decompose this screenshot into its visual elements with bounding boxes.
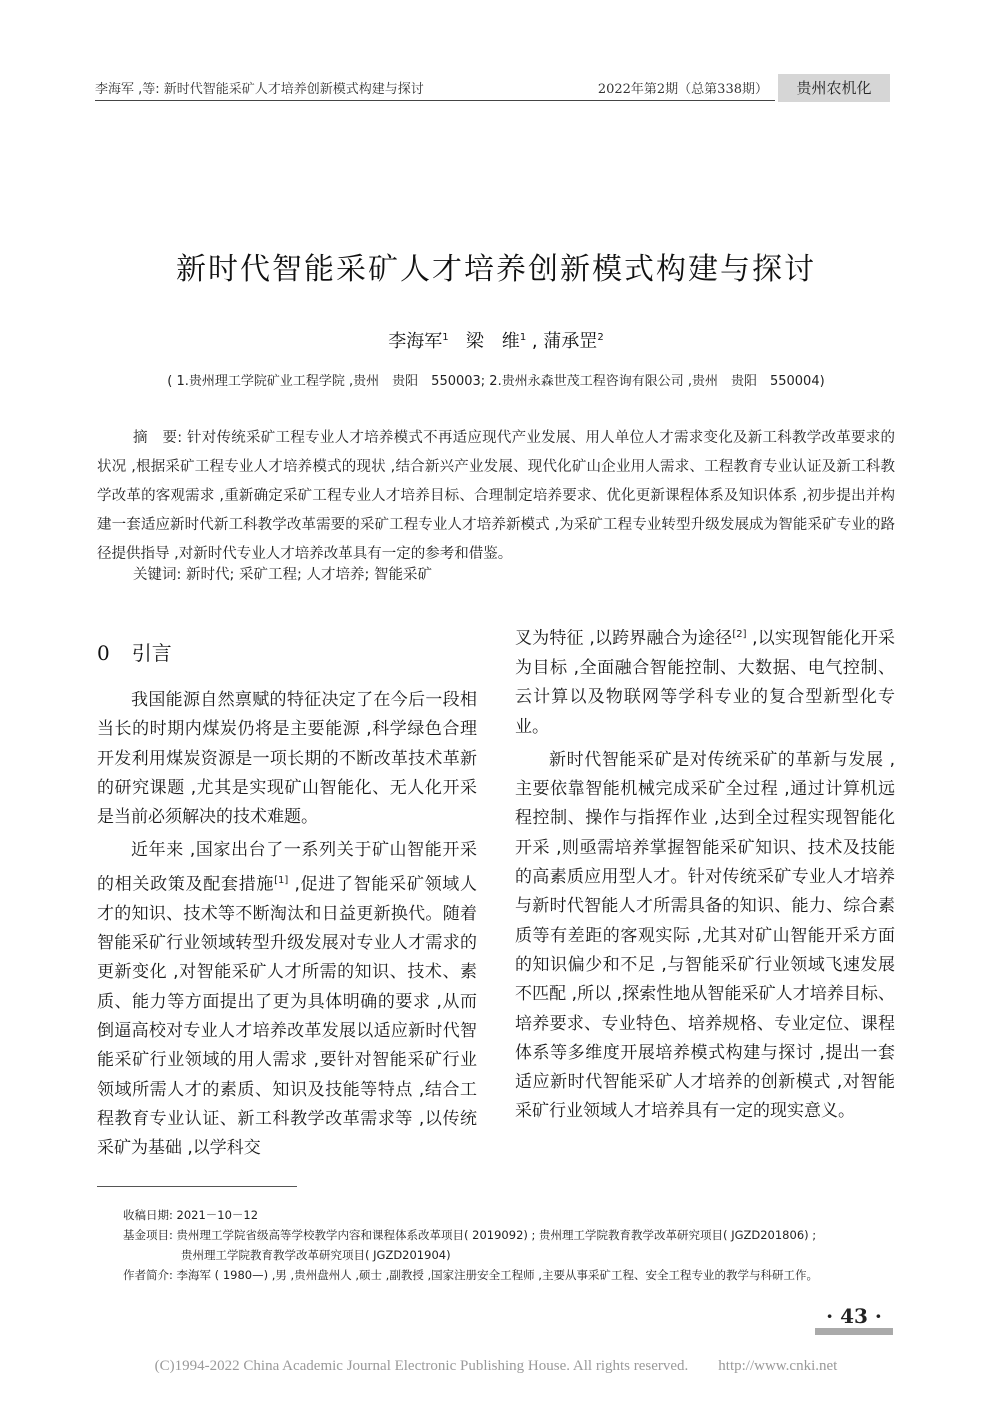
author-bio: 作者简介: 李海军 ( 1980—) ,男 ,贵州盘州人 ,硕士 ,副教授 ,国家注册安全工程师 ,主要从事采矿工程、安全工程专业的教学与科研工作。 <box>123 1268 818 1282</box>
section-title: 引言 <box>131 641 172 665</box>
fund-info-continued: 贵州理工学院教育教学改革研究项目( JGZD201904) <box>181 1248 451 1262</box>
body-column-right <box>515 620 895 1131</box>
fund-info: 基金项目: 贵州理工学院省级高等学校教学内容和课程体系改革项目( 2019092) ; 贵州理工学院教育教学改革研究项目( JGZD201806) ; <box>123 1228 817 1242</box>
abstract-text: 针对传统采矿工程专业人才培养模式不再适应现代产业发展、用人单位人才需求变化及新工科教学改革要求的状况 ,根据采矿工程专业人才培养模式的现状 ,结合新兴产业发展、现代化矿山企业用人需求、工程教育专业认证及新工科教学改革的客观需求 ,重新确定采矿工程专业人才培养目标、合理制定培养要求、优化更新课程体系及知识体系 ,初步提出并构建一套适应新时代新工科教学改革需要的采矿工程专业人才培养新模式 ,为采矿工程专业转型升级发展成为智能采矿专业的路径提供指导 ,对新时代专业人才培养改革具有一定的参考和借鉴。 <box>97 430 896 562</box>
paragraph: 叉为特征 ,以跨界融合为途径[2] ,以实现智能化开采为目标 ,全面融合智能控制、大数据、电气控制、云计算以及物联网等学科专业的复合型新型化专业。 <box>515 628 895 737</box>
running-head-article: 李海军 ,等: 新时代智能采矿人才培养创新模式构建与探讨 <box>95 82 424 97</box>
abstract <box>97 424 895 569</box>
header-divider <box>95 100 775 101</box>
author-list: 李海军$^1$ 梁 维$^1$ , 蒲承罡$^2$ <box>388 331 604 352</box>
keywords-text: 新时代; 采矿工程; 人才培养; 智能采矿 <box>186 567 432 583</box>
page-number: · 43 · <box>826 1304 882 1328</box>
keywords <box>133 563 432 584</box>
running-head <box>95 74 890 104</box>
footnotes <box>123 1205 898 1285</box>
author-name: 蒲承罡 <box>543 331 598 352</box>
citation-link[interactable]: [1] <box>274 874 289 886</box>
paper-title: 新时代智能采矿人才培养创新模式构建与探讨 <box>176 252 816 287</box>
affiliations: ( 1.贵州理工学院矿业工程学院 ,贵州 贵阳 550003; 2.贵州永森世茂工程咨询有限公司 ,贵州 贵阳 550004) <box>167 374 825 389</box>
section-number: 0 <box>97 641 110 665</box>
received-date: 收稿日期: 2021－10－12 <box>123 1208 259 1222</box>
body-column-left <box>97 686 477 1167</box>
running-head-issue: 2022年第2期（总第338期） <box>597 82 768 97</box>
keywords-label: 关键词: <box>133 567 182 583</box>
author-affil-mark: 2 <box>597 332 604 343</box>
abstract-label: 摘 要: <box>133 430 183 446</box>
author-affil-mark: 1 <box>519 332 527 343</box>
paragraph: 我国能源自然禀赋的特征决定了在今后一段相当长的时期内煤炭仍将是主要能源 ,科学绿色合理开发利用煤炭资源是一项长期的不断改革技术革新的研究课题 ,尤其是实现矿山智能化、无人化开采是当前必须解决的技术难题。 <box>97 690 477 828</box>
footnote-divider <box>97 1186 297 1187</box>
paragraph: 近年来 ,国家出台了一系列关于矿山智能开采的相关政策及配套措施[1] ,促进了智能采矿领域人才的知识、技术等不断淘汰和日益更新换代。随着智能采矿行业领域转型升级发展对专业人才需求的更新变化 ,对智能采矿人才所需的知识、技术、素质、能力等方面提出了更为具体明确的要求 ,从而倒逼高校对专业人才培养改革发展以适应新时代智能采矿行业领域的用人需求 ,要针对智能采矿行业领域所需人才的素质、知识及技能等特点 ,结合工程教育专业认证、新工科教学改革需求等 ,以传统采矿为基础 ,以学科交 <box>97 840 478 1159</box>
author-name: 梁 维 <box>465 331 520 352</box>
journal-name-badge: 贵州农机化 <box>778 74 890 102</box>
author-affil-mark: 1 <box>442 332 449 343</box>
citation-link[interactable]: [2] <box>732 629 747 640</box>
page-number-bar <box>815 1328 893 1335</box>
section-heading <box>97 637 172 666</box>
paragraph: 新时代智能采矿是对传统采矿的革新与发展 ,主要依靠智能机械完成采矿全过程 ,通过计算机远程控制、操作与指挥作业 ,达到全过程实现智能化开采 ,则亟需培养掌握智能采矿知识、技术及技能的高素质应用型人才。针对传统采矿专业人才培养与新时代智能人才所需具备的知识、能力、综合素质等有差距的客观实际 ,尤其对矿山智能开采方面的知识偏少和不足 ,与智能采矿行业领域飞速发展不匹配 ,所以 ,探索性地从智能采矿人才培养目标、培养要求、专业特色、培养规格、专业定位、课程体系等多维度开展培养模式构建与探讨 ,提出一套适应新时代智能采矿人才培养的创新模式 ,对智能采矿行业领域人才培养具有一定的现实意义。 <box>515 749 895 1122</box>
author-name: 李海军 <box>388 331 443 352</box>
copyright-line: (C)1994-2022 China Academic Journal Electronic Publishing House. All rights reserved. http://www.cnki.net <box>154 1358 838 1374</box>
